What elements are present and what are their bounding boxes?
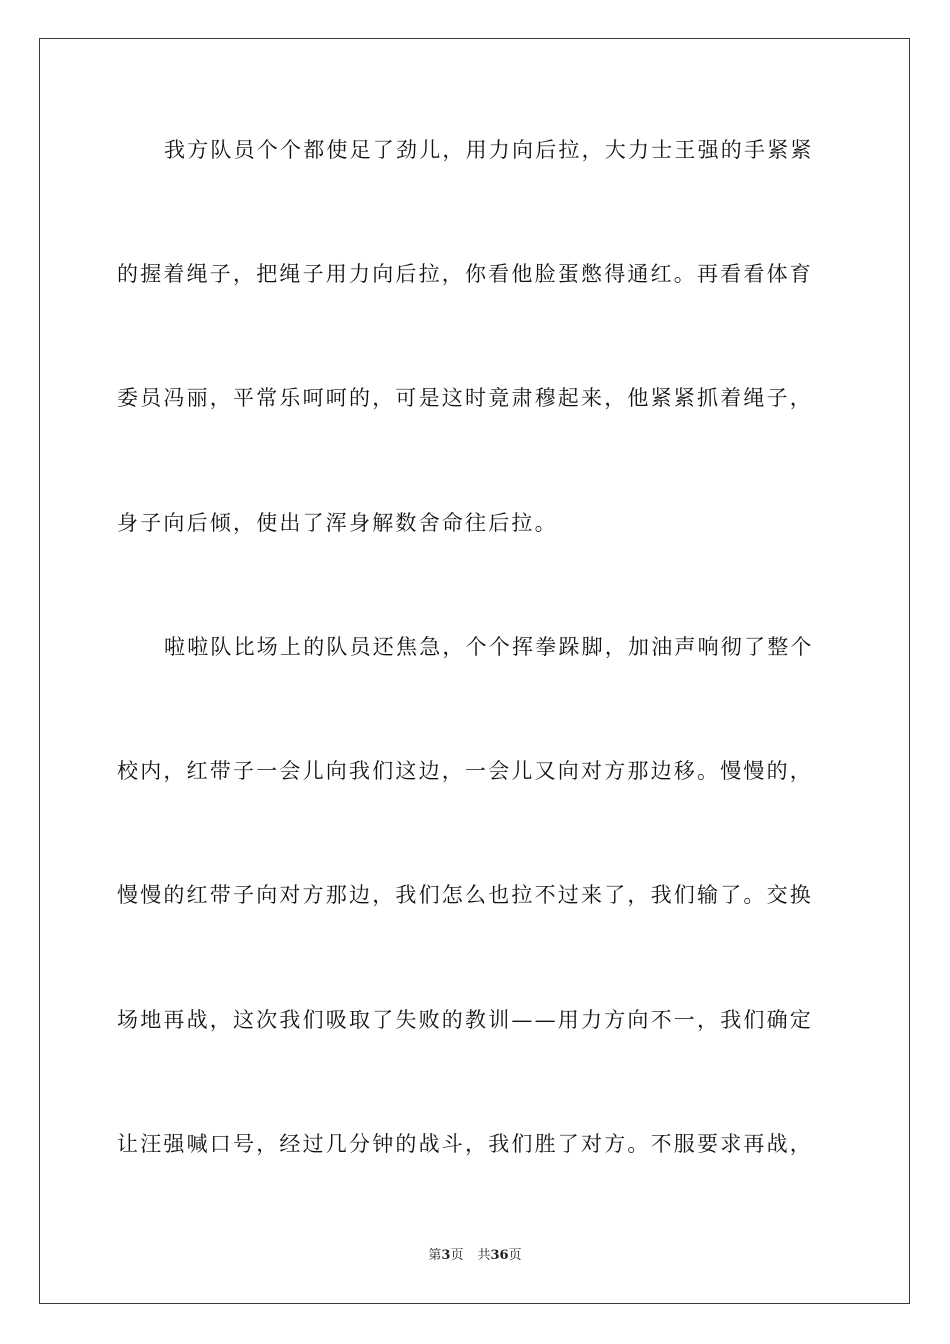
- paragraph-1-line-2: 的握着绳子，把绳子用力向后拉，你看他脸蛋憋得通红。再看看体育: [117, 262, 813, 286]
- footer-total-prefix: 共: [477, 1248, 491, 1263]
- footer-total-unit: 页: [508, 1248, 522, 1263]
- paragraph-1-line-1: 我方队员个个都使足了劲儿，用力向后拉，大力士王强的手紧紧: [164, 138, 814, 162]
- paragraph-1-line-3: 委员冯丽，平常乐呵呵的，可是这时竟肃穆起来，他紧紧抓着绳子，: [117, 386, 813, 410]
- paragraph-2-line-4: 场地再战，这次我们吸取了失败的教训——用力方向不一，我们确定: [117, 1008, 813, 1032]
- footer-prefix: 第: [428, 1248, 442, 1263]
- footer-current-page: 3: [441, 1248, 451, 1263]
- footer-page-unit: 页: [450, 1248, 464, 1263]
- page-footer: [0, 1247, 950, 1265]
- paragraph-2-line-2: 校内，红带子一会儿向我们这边，一会儿又向对方那边移。慢慢的，: [117, 759, 813, 783]
- paragraph-2-line-5: 让汪强喊口号，经过几分钟的战斗，我们胜了对方。不服要求再战，: [117, 1132, 813, 1156]
- paragraph-1-line-4: 身子向后倾，使出了浑身解数舍命往后拉。: [117, 511, 558, 535]
- paragraph-2-line-3: 慢慢的红带子向对方那边，我们怎么也拉不过来了，我们输了。交换: [117, 883, 813, 907]
- paragraph-2-line-1: 啦啦队比场上的队员还焦急，个个挥拳跺脚，加油声响彻了整个: [164, 635, 814, 659]
- page-border: [39, 38, 910, 1304]
- footer-total-pages: 36: [490, 1248, 509, 1263]
